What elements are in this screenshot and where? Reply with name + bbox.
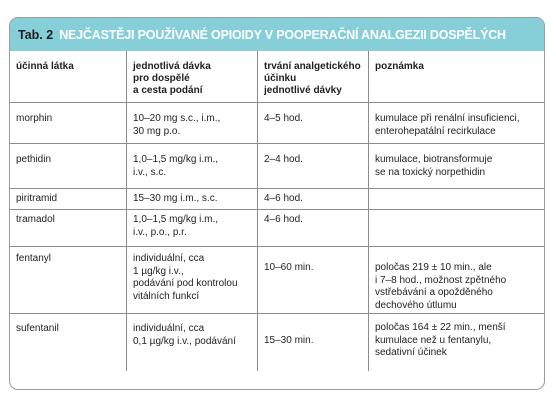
cell-substance: sufentanil [16,323,59,334]
cell-note: kumulace, biotransformuje se na toxický norpethidin [368,144,545,188]
cell-dose: individuální, cca 0,1 µg/kg i.v., podávání [126,314,257,371]
header-note: poznámka [368,51,545,102]
table-title-bar [10,18,544,51]
header-single-dose: jednotlivá dávka pro dospělé a cesta podání [126,51,257,102]
table-row [10,103,544,144]
cell-substance: tramadol [16,214,55,225]
cell-duration: 10–60 min. [257,247,368,313]
opioid-table [10,51,544,371]
cell-note: kumulace při renální insuficienci, enterohepatální recirkulace [368,103,545,143]
table-row [10,144,544,189]
cell-dose: 15–30 mg i.m., s.c. [126,189,257,209]
cell-note [368,210,545,246]
header-active-substance: účinná látka [16,61,74,72]
cell-dose: 10–20 mg s.c., i.m., 30 mg p.o. [126,103,257,143]
table-row [10,189,544,210]
header-duration: trvání analgetického účinku jednotlivé dávky [257,51,368,102]
cell-duration: 15–30 min. [257,314,368,371]
cell-duration: 4–5 hod. [257,103,368,143]
cell-note: poločas 219 ± 10 min., ale i 7–8 hod., možnost zpětného vstřebávání a opožděného dechového útlumu [368,247,545,313]
cell-dose: 1,0–1,5 mg/kg i.m., i.v., s.c. [126,144,257,188]
cell-note [368,189,545,209]
table-row [10,314,544,371]
cell-duration: 4–6 hod. [257,189,368,209]
cell-note: poločas 164 ± 22 min., menší kumulace než u fentanylu, sedativní účinek [368,314,545,371]
cell-dose: individuální, cca 1 µg/kg i.v., podávání pod kontrolou vitálních funkcí [126,247,257,313]
cell-dose: 1,0–1,5 mg/kg i.m., i.v., p.o., p.r. [126,210,257,246]
table-header-row [10,51,544,103]
cell-substance: fentanyl [16,253,52,264]
cell-duration: 4–6 hod. [257,210,368,246]
cell-substance: piritramid [16,193,58,204]
cell-substance: pethidin [16,154,52,165]
table-row [10,247,544,314]
cell-substance: morphin [16,113,53,124]
table-number: Tab. 2 [18,28,54,42]
table-card [9,17,545,390]
table-row [10,210,544,247]
cell-duration: 2–4 hod. [257,144,368,188]
table-title: NEJČASTĚJI POUŽÍVANÉ OPIOIDY V POOPERAČNÍ ANALGEZII DOSPĚLÝCH [59,28,506,42]
